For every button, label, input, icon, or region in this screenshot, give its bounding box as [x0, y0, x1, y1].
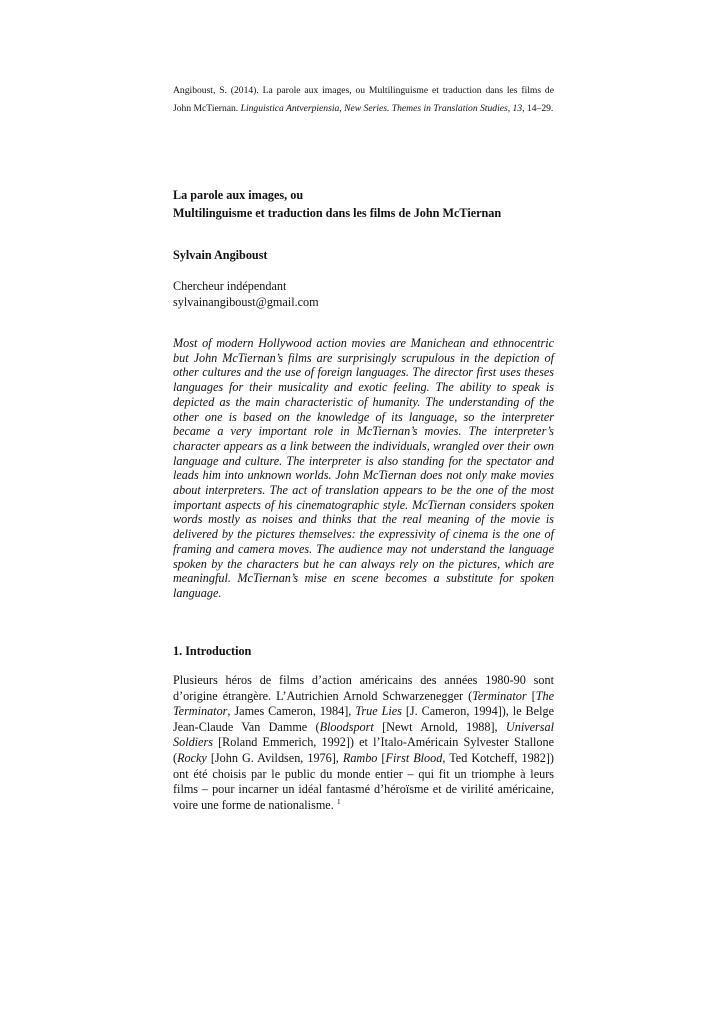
intro-title-run: Rambo — [342, 750, 378, 765]
author-affiliation — [173, 279, 319, 310]
intro-title-run: True Lies — [355, 704, 402, 719]
intro-text-run: [ — [377, 750, 386, 765]
intro-title-run: Bloodsport — [319, 719, 374, 734]
affiliation-role: Chercheur indépendant — [173, 279, 287, 293]
intro-text-run: [John G. Avildsen, 1976], — [206, 750, 343, 765]
intro-title-run: First Blood — [385, 750, 443, 765]
footnote-marker[interactable]: 1 — [336, 796, 341, 806]
citation-header — [173, 82, 554, 117]
citation-text: Angiboust, S. (2014). La parole aux images, ou Multilinguisme et traduction dans les films de John McTiernan. — [173, 85, 554, 114]
intro-text-run: Plusieurs héros de films d’action américains des années 1980-90 sont d’origine étrangère. L’Autrichien Arnold Schwarzenegger ( — [173, 673, 554, 703]
intro-text-run: , Ted Kotcheff, 1982]) ont été choisis par le public du monde entier – qui fit un triomphe à leurs films – pour incarner un idéal fantasmé d’héroïsme et de virilité américaine, voire une forme de nationalisme. — [173, 750, 554, 812]
intro-text-run: [Roland Emmerich, 1992]) et l’Italo-Américain Sylvester Stallone ( — [173, 735, 554, 765]
paper-title — [173, 187, 573, 222]
section-heading: 1. Introduction — [173, 644, 252, 658]
author-name: Sylvain Angiboust — [173, 248, 268, 262]
intro-paragraph — [173, 673, 554, 813]
intro-text-run: [J. Cameron, 1994]), le Belge Jean-Claude Van Damme ( — [173, 704, 554, 734]
citation-pages: , 14–29. — [522, 102, 554, 114]
author-email: sylvainangiboust@gmail.com — [173, 294, 319, 309]
intro-text-run: , James Cameron, 1984], — [227, 704, 356, 719]
intro-text-run: [Newt Arnold, 1988], — [373, 719, 506, 734]
citation-journal: Linguistica Antverpiensia, New Series. Themes in Translation Studies, 13 — [240, 102, 523, 114]
intro-title-run: Rocky — [177, 750, 207, 765]
title-line-1: La parole aux images, ou — [173, 188, 304, 202]
intro-text-run: [ — [526, 688, 536, 703]
abstract: Most of modern Hollywood action movies are Manichean and ethnocentric but John McTiernan’s films are surprisingly scrupulous in the depiction of other cultures and the use of foreign languages. The director first uses theses languages for their musicality and exotic feeling. The ability to speak is depicted as the main characteristic of humanity. The understanding of the other one is based on the knowledge of its language, so the interpreter became a very important role in McTiernan’s movies. The interpreter’s character appears as a link between the individuals, wrangled over their own language and culture. The interpreter is also standing for the spectator and leads him into unknown worlds. John McTiernan does not only make movies about interpreters. The act of translation appears to be the one of the most important aspects of his cinematographic style. McTiernan considers spoken words mostly as noises and thinks that the real meaning of the movie is delivered by the pictures themselves: the expressivity of cinema is the one of framing and camera moves. The audience may not understand the language spoken by the characters but he can always rely on the pictures, which are meaningful. McTiernan’s mise en scene becomes a substitute for spoken language. — [173, 336, 554, 600]
intro-paragraph-text — [173, 673, 554, 812]
title-line-2: Multilinguisme et traduction dans les films de John McTiernan — [173, 205, 502, 220]
intro-title-run: Terminator — [472, 688, 527, 703]
intro-title-run: The Terminator — [173, 688, 554, 719]
intro-title-run: Universal Soldiers — [173, 719, 554, 750]
